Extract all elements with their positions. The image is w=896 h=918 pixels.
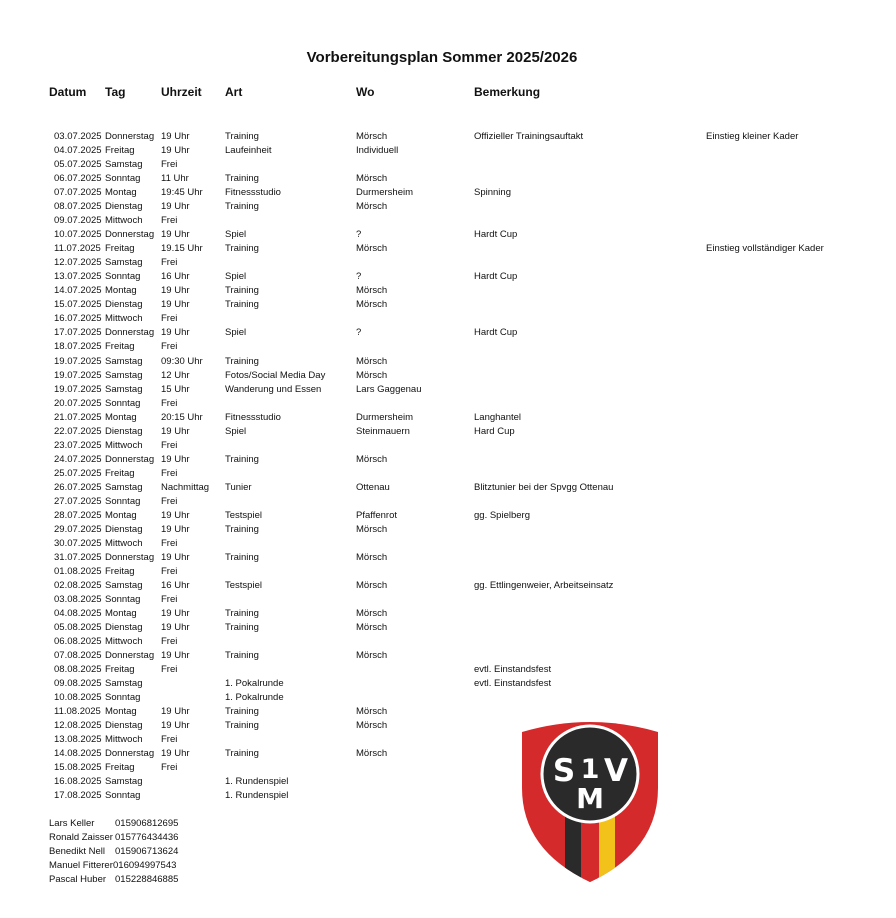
cell-date: 28.07.2025 bbox=[54, 509, 102, 521]
cell-note: evtl. Einstandsfest bbox=[474, 664, 552, 676]
cell-kind: Training bbox=[225, 706, 259, 718]
cell-day: Freitag bbox=[105, 664, 135, 676]
cell-where: Mörsch bbox=[356, 706, 388, 718]
cell-time: Frei bbox=[161, 734, 178, 746]
cell-day: Sonntag bbox=[105, 790, 141, 802]
cell-date: 09.07.2025 bbox=[54, 215, 102, 227]
cell-date: 19.07.2025 bbox=[54, 383, 102, 395]
cell-day: Sonntag bbox=[105, 271, 141, 283]
cell-kind: Fotos/Social Media Day bbox=[225, 369, 326, 381]
cell-kind: 1. Rundenspiel bbox=[225, 776, 289, 788]
cell-kind: Spiel bbox=[225, 271, 247, 283]
cell-kind: Training bbox=[225, 523, 259, 535]
cell-date: 15.08.2025 bbox=[54, 762, 102, 774]
cell-where: Mörsch bbox=[356, 369, 388, 381]
cell-day: Samstag bbox=[105, 159, 143, 171]
cell-day: Donnerstag bbox=[105, 650, 155, 662]
cell-kind: Training bbox=[225, 201, 259, 213]
cell-day: Samstag bbox=[105, 383, 143, 395]
cell-time: 19 Uhr bbox=[161, 425, 190, 437]
cell-date: 03.08.2025 bbox=[54, 594, 102, 605]
cell-date: 12.08.2025 bbox=[54, 720, 102, 732]
cell-time: 19 Uhr bbox=[161, 327, 190, 339]
cell-kind: Training bbox=[225, 720, 259, 732]
cell-kind: Training bbox=[225, 650, 259, 662]
cell-day: Freitag bbox=[105, 243, 135, 255]
cell-note: Offizieller Trainingsauftakt bbox=[474, 131, 584, 142]
cell-date: 19.07.2025 bbox=[54, 369, 102, 381]
table-row bbox=[0, 369, 884, 383]
cell-time: Nachmittag bbox=[161, 481, 210, 493]
cell-day: Dienstag bbox=[105, 299, 143, 311]
table-row bbox=[0, 397, 884, 411]
table-row bbox=[0, 677, 884, 691]
table-row bbox=[0, 411, 884, 425]
table-row bbox=[0, 340, 884, 354]
cell-date: 14.08.2025 bbox=[54, 748, 102, 760]
cell-date: 31.07.2025 bbox=[54, 551, 102, 563]
cell-where: Mörsch bbox=[356, 720, 388, 732]
cell-date: 17.08.2025 bbox=[54, 790, 102, 802]
cell-day: Samstag bbox=[105, 257, 143, 269]
page-title: Vorbereitungsplan Sommer 2025/2026 bbox=[306, 49, 578, 66]
cell-note: Spinning bbox=[474, 187, 511, 199]
cell-date: 22.07.2025 bbox=[54, 425, 102, 437]
cell-date: 06.07.2025 bbox=[54, 173, 102, 185]
cell-day: Montag bbox=[105, 608, 137, 619]
cell-date: 30.07.2025 bbox=[54, 537, 102, 549]
cell-time: 20:15 Uhr bbox=[161, 411, 203, 423]
cell-where: ? bbox=[356, 327, 362, 339]
table-row bbox=[0, 270, 884, 284]
contact-phone: 015228846885 bbox=[115, 874, 179, 885]
cell-day: Montag bbox=[105, 187, 137, 199]
cell-note: Hardt Cup bbox=[474, 229, 518, 241]
contact-item bbox=[49, 817, 249, 831]
header-time: Uhrzeit bbox=[161, 85, 202, 99]
cell-where: Durmersheim bbox=[356, 411, 414, 423]
cell-day: Sonntag bbox=[105, 397, 141, 409]
cell-note: Blitztunier bei der Spvgg Ottenau bbox=[474, 481, 614, 493]
table-row bbox=[0, 719, 884, 733]
contact-phone: 016094997543 bbox=[113, 860, 177, 871]
svg-text:V: V bbox=[604, 753, 628, 789]
cell-kind: Training bbox=[225, 131, 259, 142]
cell-date: 15.07.2025 bbox=[54, 299, 102, 311]
cell-time: 19 Uhr bbox=[161, 748, 190, 760]
cell-where: Individuell bbox=[356, 145, 399, 156]
cell-time: 19 Uhr bbox=[161, 131, 190, 142]
cell-time: Frei bbox=[161, 341, 178, 353]
table-row bbox=[0, 439, 884, 453]
table-row bbox=[0, 144, 884, 158]
table-row bbox=[0, 228, 884, 242]
cell-kind: Training bbox=[225, 748, 259, 760]
svg-text:1: 1 bbox=[580, 754, 600, 785]
header-note: Bemerkung bbox=[474, 85, 541, 99]
cell-time: Frei bbox=[161, 159, 178, 171]
cell-day: Donnerstag bbox=[105, 551, 155, 563]
cell-date: 26.07.2025 bbox=[54, 481, 102, 493]
cell-where: Mörsch bbox=[356, 622, 388, 633]
table-row bbox=[0, 214, 884, 228]
cell-day: Donnerstag bbox=[105, 453, 155, 465]
contact-name: Pascal Huber bbox=[49, 874, 107, 885]
cell-time: 19 Uhr bbox=[161, 706, 190, 718]
table-row bbox=[0, 495, 884, 509]
contact-phone: 015776434436 bbox=[115, 832, 179, 843]
cell-kind: Fitnessstudio bbox=[225, 411, 281, 423]
cell-date: 10.07.2025 bbox=[54, 229, 102, 241]
cell-note: gg. Spielberg bbox=[474, 509, 530, 521]
cell-day: Montag bbox=[105, 509, 137, 521]
cell-day: Samstag bbox=[105, 776, 143, 788]
cell-date: 06.08.2025 bbox=[54, 636, 102, 648]
cell-time: Frei bbox=[161, 762, 178, 774]
cell-date: 08.08.2025 bbox=[54, 664, 102, 676]
table-row bbox=[0, 775, 884, 789]
cell-where: Mörsch bbox=[356, 580, 388, 591]
cell-day: Donnerstag bbox=[105, 131, 155, 142]
cell-where: Mörsch bbox=[356, 748, 388, 760]
cell-kind: Training bbox=[225, 608, 259, 619]
table-row bbox=[0, 509, 884, 523]
cell-kind: Spiel bbox=[225, 425, 247, 437]
contact-item bbox=[49, 845, 249, 859]
cell-time: Frei bbox=[161, 537, 178, 549]
svg-text:M: M bbox=[576, 782, 604, 815]
cell-date: 01.08.2025 bbox=[54, 565, 102, 577]
cell-day: Mittwoch bbox=[105, 215, 143, 227]
header-date: Datum bbox=[49, 85, 87, 99]
cell-day: Mittwoch bbox=[105, 734, 143, 746]
table-row bbox=[0, 565, 884, 579]
header-kind: Art bbox=[225, 85, 243, 99]
cell-date: 25.07.2025 bbox=[54, 467, 102, 479]
cell-day: Sonntag bbox=[105, 495, 141, 507]
contact-name: Lars Keller bbox=[49, 818, 95, 829]
cell-date: 05.07.2025 bbox=[54, 159, 102, 171]
cell-extra: Einstieg vollständiger Kader bbox=[706, 243, 824, 255]
cell-where: Pfaffenrot bbox=[356, 509, 398, 521]
cell-note: Langhantel bbox=[474, 411, 522, 423]
cell-day: Donnerstag bbox=[105, 748, 155, 760]
cell-time: Frei bbox=[161, 495, 178, 507]
cell-kind: Training bbox=[225, 622, 259, 633]
cell-date: 16.07.2025 bbox=[54, 313, 102, 325]
cell-date: 10.08.2025 bbox=[54, 692, 102, 704]
cell-time: 19.15 Uhr bbox=[161, 243, 203, 255]
cell-time: 19 Uhr bbox=[161, 650, 190, 662]
cell-date: 14.07.2025 bbox=[54, 285, 102, 297]
cell-time: Frei bbox=[161, 636, 178, 648]
table-row bbox=[0, 537, 884, 551]
cell-time: 19 Uhr bbox=[161, 720, 190, 732]
cell-day: Freitag bbox=[105, 467, 135, 479]
cell-day: Dienstag bbox=[105, 622, 143, 633]
table-row bbox=[0, 761, 884, 775]
contact-name: Benedikt Nell bbox=[49, 846, 105, 857]
cell-day: Montag bbox=[105, 706, 137, 718]
cell-day: Donnerstag bbox=[105, 229, 155, 241]
table-row bbox=[0, 425, 884, 439]
cell-day: Freitag bbox=[105, 341, 135, 353]
cell-date: 23.07.2025 bbox=[54, 439, 102, 451]
contact-phone: 015906713624 bbox=[115, 846, 179, 857]
cell-date: 24.07.2025 bbox=[54, 453, 102, 465]
table-row bbox=[0, 242, 884, 256]
contact-item bbox=[49, 831, 249, 845]
cell-where: Lars Gaggenau bbox=[356, 383, 422, 395]
cell-date: 07.07.2025 bbox=[54, 187, 102, 199]
cell-date: 02.08.2025 bbox=[54, 580, 102, 591]
table-row bbox=[0, 158, 884, 172]
cell-kind: Training bbox=[225, 551, 259, 563]
table-row bbox=[0, 691, 884, 705]
table-row bbox=[0, 312, 884, 326]
cell-day: Samstag bbox=[105, 678, 143, 690]
cell-date: 18.07.2025 bbox=[54, 341, 102, 353]
cell-day: Mittwoch bbox=[105, 636, 143, 648]
contact-phone: 015906812695 bbox=[115, 818, 179, 829]
cell-day: Sonntag bbox=[105, 594, 141, 605]
cell-kind: Training bbox=[225, 453, 259, 465]
cell-time: 11 Uhr bbox=[161, 173, 189, 185]
cell-where: Mörsch bbox=[356, 299, 388, 311]
cell-kind: 1. Pokalrunde bbox=[225, 692, 284, 704]
cell-date: 17.07.2025 bbox=[54, 327, 102, 339]
cell-kind: Spiel bbox=[225, 229, 247, 241]
cell-note: Hardt Cup bbox=[474, 271, 518, 283]
cell-kind: Fitnessstudio bbox=[225, 187, 281, 199]
cell-where: Mörsch bbox=[356, 243, 388, 255]
cell-date: 12.07.2025 bbox=[54, 257, 102, 269]
cell-time: 16 Uhr bbox=[161, 271, 190, 283]
cell-date: 13.07.2025 bbox=[54, 271, 102, 283]
cell-day: Montag bbox=[105, 285, 137, 297]
cell-date: 27.07.2025 bbox=[54, 495, 102, 507]
cell-day: Sonntag bbox=[105, 173, 141, 185]
contact-item bbox=[49, 859, 249, 873]
cell-note: evtl. Einstandsfest bbox=[474, 678, 552, 690]
cell-kind: Testspiel bbox=[225, 580, 262, 591]
cell-time: 19 Uhr bbox=[161, 608, 190, 619]
cell-time: 19 Uhr bbox=[161, 201, 190, 213]
cell-date: 08.07.2025 bbox=[54, 201, 102, 213]
cell-date: 11.08.2025 bbox=[54, 706, 101, 718]
cell-day: Samstag bbox=[105, 481, 143, 493]
cell-where: Mörsch bbox=[356, 523, 388, 535]
contact-item bbox=[49, 873, 249, 887]
cell-day: Montag bbox=[105, 411, 137, 423]
cell-time: 19:45 Uhr bbox=[161, 187, 203, 199]
table-row bbox=[0, 355, 884, 369]
cell-date: 21.07.2025 bbox=[54, 411, 102, 423]
table-row bbox=[0, 733, 884, 747]
table-row bbox=[0, 705, 884, 719]
cell-note: Hard Cup bbox=[474, 425, 515, 437]
cell-where: Steinmauern bbox=[356, 425, 410, 437]
cell-kind: Laufeinheit bbox=[225, 145, 272, 156]
cell-time: Frei bbox=[161, 664, 178, 676]
cell-day: Freitag bbox=[105, 145, 135, 156]
cell-date: 04.08.2025 bbox=[54, 608, 102, 619]
cell-where: Mörsch bbox=[356, 650, 388, 662]
cell-time: Frei bbox=[161, 594, 178, 605]
cell-day: Samstag bbox=[105, 580, 143, 591]
table-row bbox=[0, 635, 884, 649]
cell-date: 05.08.2025 bbox=[54, 622, 102, 633]
cell-day: Dienstag bbox=[105, 720, 143, 732]
cell-where: ? bbox=[356, 271, 362, 283]
club-crest-icon bbox=[516, 718, 664, 884]
cell-note: gg. Ettlingenweier, Arbeitseinsatz bbox=[474, 580, 614, 591]
table-row bbox=[0, 256, 884, 270]
contact-name: Manuel Fitterer bbox=[49, 860, 113, 871]
header-day: Tag bbox=[105, 85, 126, 99]
table-row bbox=[0, 172, 884, 186]
cell-date: 03.07.2025 bbox=[54, 131, 102, 142]
table-row bbox=[0, 326, 884, 340]
cell-time: Frei bbox=[161, 257, 178, 269]
table-row bbox=[0, 284, 884, 298]
cell-time: 19 Uhr bbox=[161, 285, 190, 297]
cell-day: Samstag bbox=[105, 369, 143, 381]
table-row bbox=[0, 523, 884, 537]
cell-kind: 1. Rundenspiel bbox=[225, 790, 289, 802]
cell-kind: Training bbox=[225, 173, 259, 185]
cell-where: Mörsch bbox=[356, 131, 388, 142]
cell-kind: Testspiel bbox=[225, 509, 262, 521]
cell-day: Mittwoch bbox=[105, 439, 143, 451]
cell-time: Frei bbox=[161, 313, 178, 325]
cell-time: 16 Uhr bbox=[161, 580, 190, 591]
cell-time: 19 Uhr bbox=[161, 453, 190, 465]
cell-time: 19 Uhr bbox=[161, 145, 190, 156]
svg-text:S: S bbox=[552, 753, 576, 789]
cell-date: 04.07.2025 bbox=[54, 145, 102, 156]
table-row bbox=[0, 200, 884, 214]
table-row bbox=[0, 551, 884, 565]
cell-time: Frei bbox=[161, 439, 178, 451]
table-row bbox=[0, 467, 884, 481]
table-row bbox=[0, 621, 884, 635]
cell-time: 19 Uhr bbox=[161, 551, 190, 563]
cell-time: Frei bbox=[161, 565, 178, 577]
table-row bbox=[0, 579, 884, 593]
cell-day: Mittwoch bbox=[105, 313, 143, 325]
cell-kind: Spiel bbox=[225, 327, 247, 339]
cell-kind: Training bbox=[225, 355, 259, 367]
cell-day: Dienstag bbox=[105, 425, 143, 437]
cell-date: 13.08.2025 bbox=[54, 734, 102, 746]
table-row bbox=[0, 186, 884, 200]
table-row bbox=[0, 130, 884, 144]
cell-time: Frei bbox=[161, 397, 178, 409]
cell-where: Mörsch bbox=[356, 201, 388, 213]
cell-date: 29.07.2025 bbox=[54, 523, 102, 535]
cell-kind: Wanderung und Essen bbox=[225, 383, 322, 395]
table-row bbox=[0, 593, 884, 607]
cell-kind: Tunier bbox=[225, 481, 252, 493]
cell-where: Ottenau bbox=[356, 481, 390, 493]
contact-name: Ronald Zaisser bbox=[49, 832, 113, 843]
cell-day: Samstag bbox=[105, 355, 143, 367]
cell-day: Freitag bbox=[105, 565, 135, 577]
cell-where: Mörsch bbox=[356, 608, 388, 619]
cell-day: Donnerstag bbox=[105, 327, 155, 339]
cell-time: Frei bbox=[161, 215, 178, 227]
cell-date: 11.07.2025 bbox=[54, 243, 101, 255]
cell-date: 09.08.2025 bbox=[54, 678, 102, 690]
cell-time: 12 Uhr bbox=[161, 369, 190, 381]
cell-time: 09:30 Uhr bbox=[161, 355, 203, 367]
cell-where: ? bbox=[356, 229, 362, 241]
cell-where: Mörsch bbox=[356, 551, 388, 563]
header-where: Wo bbox=[356, 85, 375, 99]
cell-day: Sonntag bbox=[105, 692, 141, 704]
cell-time: 19 Uhr bbox=[161, 509, 190, 521]
cell-time: 15 Uhr bbox=[161, 383, 190, 395]
table-row bbox=[0, 663, 884, 677]
table-row bbox=[0, 453, 884, 467]
cell-time: 19 Uhr bbox=[161, 523, 190, 535]
cell-date: 20.07.2025 bbox=[54, 397, 102, 409]
cell-date: 16.08.2025 bbox=[54, 776, 102, 788]
cell-date: 19.07.2025 bbox=[54, 355, 102, 367]
cell-kind: 1. Pokalrunde bbox=[225, 678, 284, 690]
cell-time: 19 Uhr bbox=[161, 229, 190, 241]
cell-time: Frei bbox=[161, 467, 178, 479]
cell-day: Dienstag bbox=[105, 523, 143, 535]
table-row bbox=[0, 789, 884, 803]
cell-where: Mörsch bbox=[356, 173, 388, 185]
cell-day: Freitag bbox=[105, 762, 135, 774]
cell-date: 07.08.2025 bbox=[54, 650, 102, 662]
table-row bbox=[0, 607, 884, 621]
cell-where: Mörsch bbox=[356, 453, 388, 465]
table-row bbox=[0, 649, 884, 663]
cell-where: Durmersheim bbox=[356, 187, 414, 199]
cell-day: Dienstag bbox=[105, 201, 143, 213]
cell-day: Mittwoch bbox=[105, 537, 143, 549]
table-row bbox=[0, 383, 884, 397]
cell-kind: Training bbox=[225, 243, 259, 255]
table-row bbox=[0, 481, 884, 495]
table-row bbox=[0, 298, 884, 312]
cell-where: Mörsch bbox=[356, 285, 388, 297]
cell-kind: Training bbox=[225, 299, 259, 311]
cell-note: Hardt Cup bbox=[474, 327, 518, 339]
cell-kind: Training bbox=[225, 285, 259, 297]
cell-where: Mörsch bbox=[356, 355, 388, 367]
cell-time: 19 Uhr bbox=[161, 299, 190, 311]
cell-time: 19 Uhr bbox=[161, 622, 190, 633]
table-row bbox=[0, 747, 884, 761]
cell-extra: Einstieg kleiner Kader bbox=[706, 131, 799, 142]
